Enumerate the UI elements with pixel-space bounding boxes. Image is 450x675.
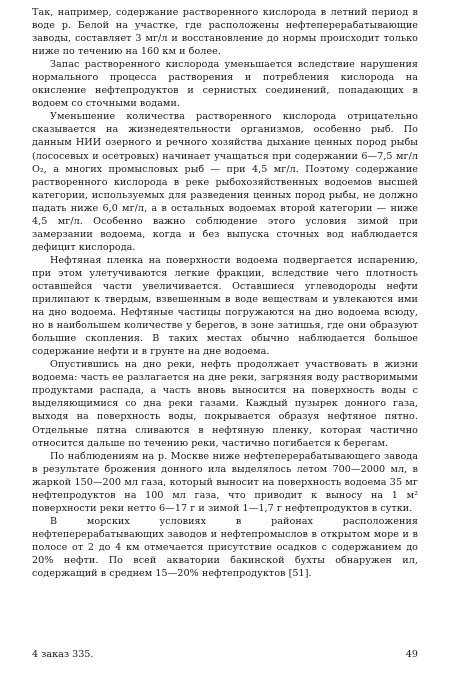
paragraph: Опустившись на дно реки, нефть продолжает участвовать в жизни водоема: часть ее разлагается на дне реки, загрязняя воду растворимыми продуктами распада, а часть вновь выносится на поверхность воды с выделяющимися со дна реки газами. Каждый пузырек донного газа, выходя на поверхность воды, покрывается образуя нефтяное пятно. Отдельные пятна сливаются в нефтяную пленку, которая частично относится дальше по течению реки, частично погибается к берегам.: [32, 359, 418, 449]
paragraph: Запас растворенного кислорода уменьшается вследствие нарушения нормального процесса растворения и потребления кислорода на окисление нефтепродуктов и сернистых соединений, попадающих в водоем со сточными водами.: [32, 59, 418, 110]
paragraph: Нефтяная пленка на поверхности водоема подвергается испарению, при этом улетучиваются легкие фракции, вследствие чего плотность оставшейся части увеличивается. Оставшиеся углеводороды нефти прилипают к твердым, взвешенным в воде веществам и увлекаются ими на дно водоема. Нефтяные частицы погружаются на дно водоема всюду, но в наибольшем количестве у берегов, в зоне затишья, где они образуют большие скопления. В таких местах обычно наблюдается большое содержание нефти и в грунте на дне водоема.: [32, 254, 418, 358]
body-text: [32, 6, 418, 580]
paragraph: Уменьшение количества растворенного кислорода отрицательно сказывается на жизнедеятельности организмов, особенно рыб. По данным НИИ озерного и речного хозяйства дыхание ценных пород рыбы (лососевых и осетровых) начинает учащаться при содержании 6—7,5 мг/л O₂, а многих промысловых рыб — при 4,5 мг/л. Поэтому содержание растворенного кислорода в реке рыбохозяйственных водоемов высшей категории, используемых для разведения ценных пород рыбы, не должно падать ниже 6,0 мг/л, а в остальных водоемах второй категории — ниже 4,5 мг/л. Особенно важно соблюдение этого условия зимой при замерзании водоема, когда и без выпуска сточных вод наблюдается дефицит кислорода.: [32, 111, 418, 253]
paragraph: В морских условиях в районах расположения нефтеперерабатывающих заводов и нефтепромыслов в открытом море и в полосе от 2 до 4 км отмечается присутствие осадков с содержанием до 20% нефти. По всей акватории бакинской бухты обнаружен ил, содержащий в среднем 15—20% нефтепродуктов [51].: [32, 515, 418, 580]
paragraph: Так, например, содержание растворенного кислорода в летний период в воде р. Белой на участке, где расположены нефтеперерабатывающие заводы, составляет 3 мг/л и восстановление до нормы происходит только ниже по течению на 160 км и более.: [32, 7, 418, 58]
page-footer: [32, 649, 418, 660]
printer-signature: 4 заказ 335.: [32, 649, 94, 660]
paragraph: По наблюдениям на р. Москве ниже нефтеперерабатывающего завода в результате брожения донного ила выделялось летом 700—2000 мл, в жаркой 150—200 мл газа, который выносит на поверхность водоема 35 мг нефтепродуктов на 100 мл газа, что приводит к выносу на 1 м² поверхности реки нетто 6—17 г и зимой 1—1,7 г нефтепродуктов в сутки.: [32, 450, 418, 514]
page-number: 49: [405, 649, 418, 660]
